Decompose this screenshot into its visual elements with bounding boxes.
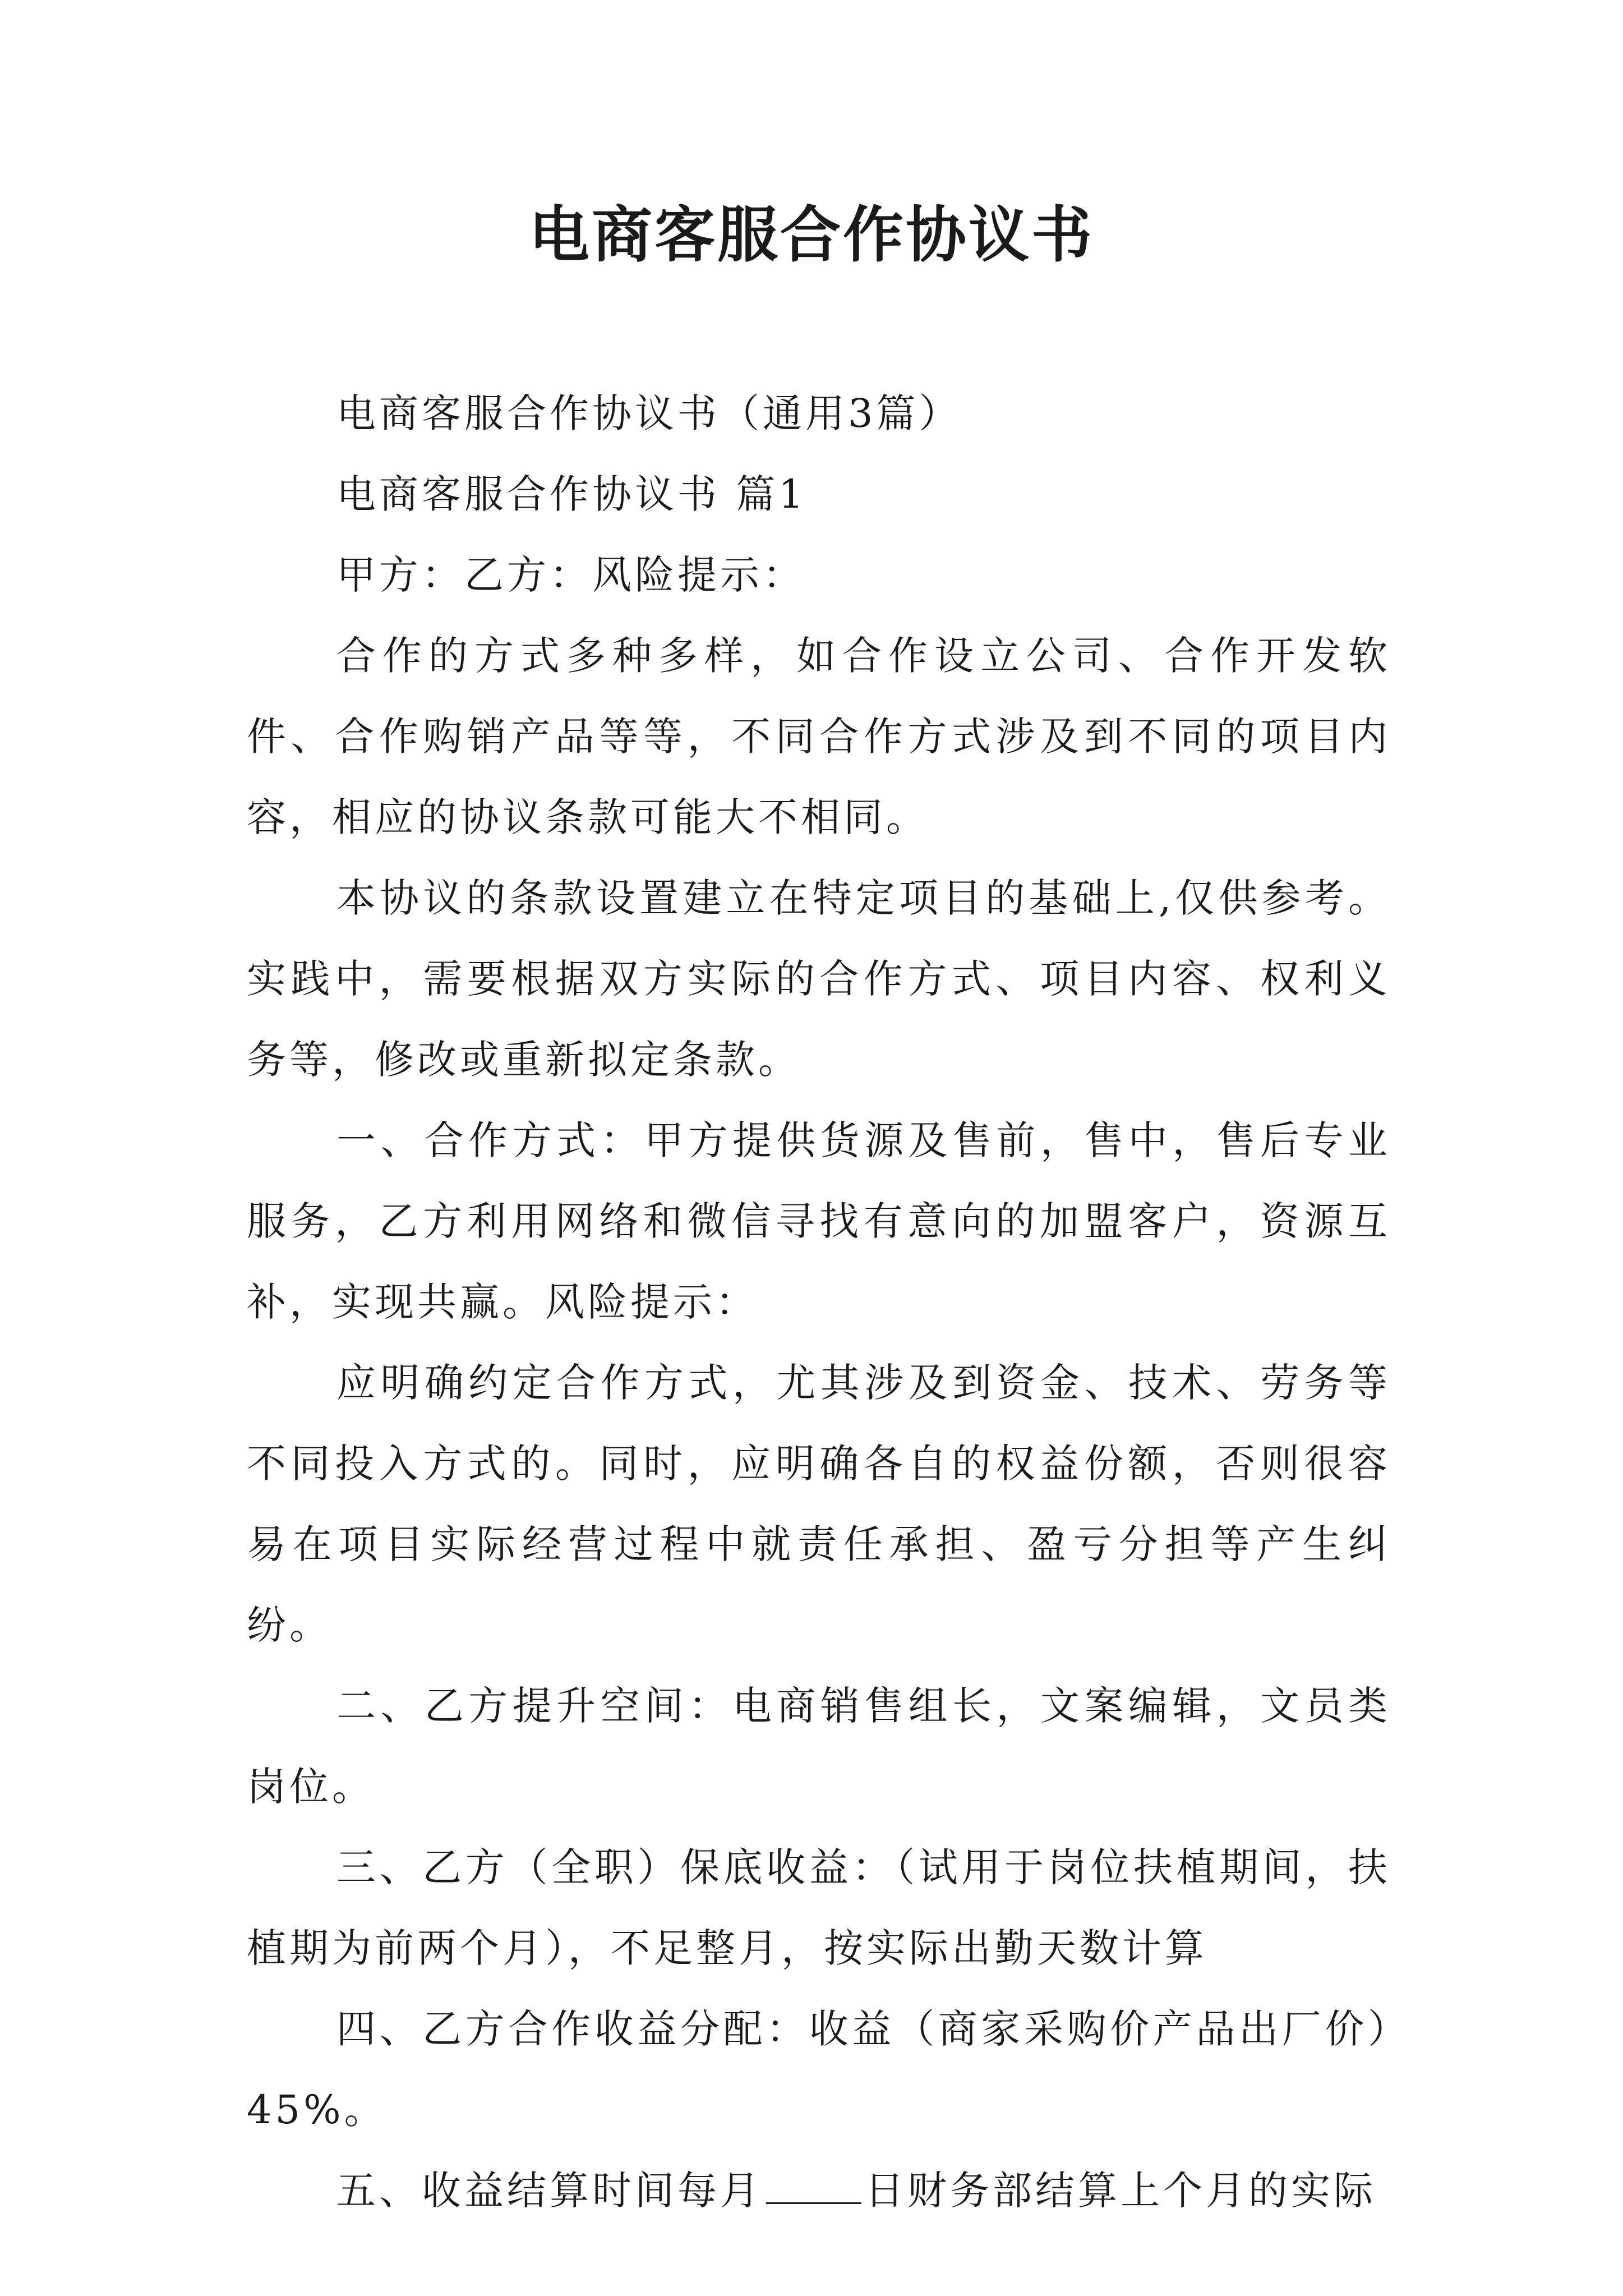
paragraph-clause-4: 四、乙方合作收益分配：收益（商家采购价产品出厂价）45%。 <box>247 2006 1391 2133</box>
document-title: 电商客服合作协议书 <box>528 200 1094 270</box>
document-subtitle: 电商客服合作协议书（通用3篇） <box>336 390 962 436</box>
paragraph-clause-1: 一、合作方式：甲方提供货源及售前，售中，售后专业服务，乙方利用网络和微信寻找有意向的加盟客户，资源互补，实现共赢。风险提示： <box>247 1117 1391 1325</box>
paragraph-clause-2: 二、乙方提升空间：电商销售组长，文案编辑，文员类岗位。 <box>247 1683 1391 1810</box>
parties-line: 甲方：乙方：风险提示： <box>336 552 805 598</box>
paragraph-cooperation-methods: 合作的方式多种多样，如合作设立公司、合作开发软件、合作购销产品等等，不同合作方式涉及到不同的项目内容，相应的协议条款可能大不相同。 <box>247 633 1391 840</box>
fill-in-blank <box>766 2169 861 2204</box>
clause-5-text-start: 五、收益结算时间每月 <box>336 2168 763 2214</box>
section-heading: 电商客服合作协议书 篇1 <box>336 471 807 517</box>
paragraph-reference-note: 本协议的条款设置建立在特定项目的基础上,仅供参考。实践中，需要根据双方实际的合作方式、项目内容、权利义务等，修改或重新拟定条款。 <box>247 875 1391 1083</box>
document-body <box>247 373 1391 2231</box>
paragraph-clause-5 <box>247 2150 1391 2231</box>
paragraph-risk-note: 应明确约定合作方式，尤其涉及到资金、技术、劳务等不同投入方式的。同时，应明确各自的权益份额，否则很容易在项目实际经营过程中就责任承担、盈亏分担等产生纠纷。 <box>247 1360 1391 1648</box>
paragraph-clause-3: 三、乙方（全职）保底收益：（试用于岗位扶植期间，扶植期为前两个月），不足整月，按实际出勤天数计算 <box>247 1844 1391 1971</box>
clause-5-text-end: 日财务部结算上个月的实际 <box>865 2168 1376 2214</box>
